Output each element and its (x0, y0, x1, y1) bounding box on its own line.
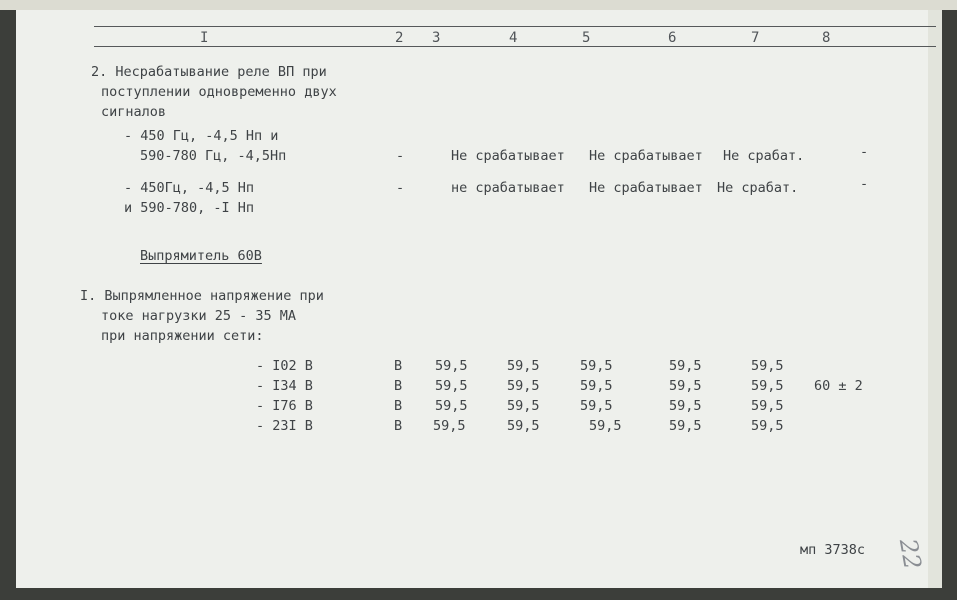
page-edge (928, 10, 942, 588)
rectifier-norm: 60 ± 2 (814, 378, 863, 394)
column-header-5: 5 (582, 30, 591, 46)
section2-title-line-3: сигналов (101, 104, 167, 120)
rect-row1-v4: 59,5 (507, 358, 540, 374)
rect-row4-v6: 59,5 (669, 418, 702, 434)
column-header-3: 3 (432, 30, 441, 46)
rect-row1-v3: 59,5 (435, 358, 468, 374)
rect-row4-label: - 23I В (256, 418, 313, 434)
rect-row3-v4: 59,5 (507, 398, 540, 414)
s2-row2-col5: Не срабатывает (589, 180, 703, 196)
rect-row3-v6: 59,5 (669, 398, 702, 414)
rect-row1-label: - I02 В (256, 358, 313, 374)
rect-row3-label: - I76 В (256, 398, 313, 414)
rect-row1-v5: 59,5 (580, 358, 613, 374)
rect-row3-unit: В (394, 398, 403, 414)
s2-row2-col2: - (396, 180, 405, 196)
rect-row2-v7: 59,5 (751, 378, 784, 394)
rect-row3-v7: 59,5 (751, 398, 784, 414)
column-header-6: 6 (668, 30, 677, 46)
column-header-1: I (200, 30, 209, 46)
section2-title-line-1: 2. Несрабатывание реле ВП при (91, 64, 327, 80)
rect-row4-v4: 59,5 (507, 418, 540, 434)
page-number-mark: 22 (893, 536, 927, 572)
s2-row1-label-line-1: - 450 Гц, -4,5 Нп и (124, 128, 279, 144)
rect-row2-unit: В (394, 378, 403, 394)
column-header-2: 2 (395, 30, 404, 46)
rect-row3-v5: 59,5 (580, 398, 613, 414)
s2-row2-label-line-1: - 450Гц, -4,5 Нп (124, 180, 255, 196)
rect-row4-v5: 59,5 (589, 418, 622, 434)
rect-row2-v5: 59,5 (580, 378, 613, 394)
s2-row1-col8: - (860, 144, 869, 160)
s2-row1-col5: Не срабатывает (589, 148, 703, 164)
rectifier-item-line-3: при напряжении сети: (101, 328, 264, 344)
column-header-8: 8 (822, 30, 831, 46)
scan-top-strip (0, 0, 957, 10)
s2-row1-label-line-2: 590-780 Гц, -4,5Нп (140, 148, 287, 164)
rect-row2-v3: 59,5 (435, 378, 468, 394)
s2-row2-col6: Не срабат. (717, 180, 799, 196)
s2-row1-col2: - (396, 148, 405, 164)
rect-row4-unit: В (394, 418, 403, 434)
rectifier-heading: Выпрямитель 60В (140, 248, 262, 264)
header-rule-top (94, 26, 936, 27)
s2-row2-col8: - (860, 176, 869, 192)
s2-row1-col4: Не срабатывает (451, 148, 565, 164)
rect-row3-v3: 59,5 (435, 398, 468, 414)
rect-row2-v6: 59,5 (669, 378, 702, 394)
doc-code: мп 3738с (800, 542, 866, 558)
rect-row2-v4: 59,5 (507, 378, 540, 394)
column-header-4: 4 (509, 30, 518, 46)
s2-row2-label-line-2: и 590-780, -I Нп (124, 200, 255, 216)
rect-row4-v7: 59,5 (751, 418, 784, 434)
rect-row2-label: - I34 В (256, 378, 313, 394)
rectifier-item-line-2: токе нагрузки 25 - 35 МА (101, 308, 297, 324)
column-header-7: 7 (751, 30, 760, 46)
s2-row2-col4: не срабатывает (451, 180, 565, 196)
rect-row1-unit: В (394, 358, 403, 374)
rect-row1-v7: 59,5 (751, 358, 784, 374)
section2-title-line-2: поступлении одновременно двух (101, 84, 337, 100)
rect-row1-v6: 59,5 (669, 358, 702, 374)
s2-row1-col6: Не срабат. (723, 148, 805, 164)
rect-row4-v3: 59,5 (433, 418, 466, 434)
header-rule-bottom (94, 46, 936, 47)
rectifier-item-line-1: I. Выпрямленное напряжение при (80, 288, 324, 304)
